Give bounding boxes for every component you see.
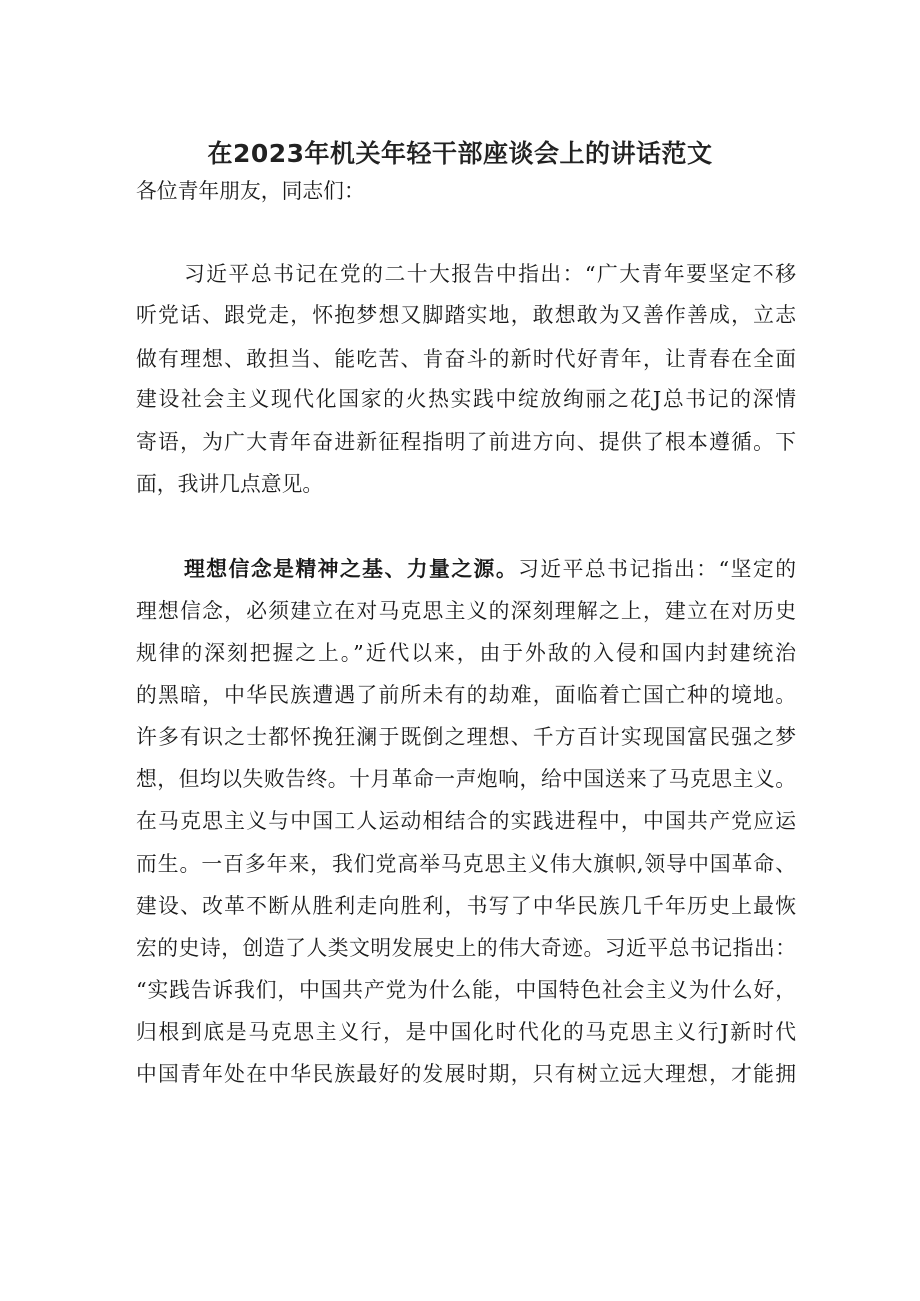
paragraph-line: 而生。一百多年来，我们党高举马克思主义伟大旗帜,领导中国革命、: [136, 852, 796, 876]
paragraph-line: 理想信念，必须建立在对马克思主义的深刻理解之上，建立在对历史: [136, 599, 796, 623]
paragraph-line: 听党话、跟党走，怀抱梦想又脚踏实地，敢想敢为又善作善成，立志: [136, 303, 796, 327]
paragraph-line: 规律的深刻把握之上。”近代以来，由于外敌的入侵和国内封建统治: [136, 641, 796, 665]
paragraph-line: 的黑暗，中华民族遭遇了前所未有的劫难，面临着亡国亡种的境地。: [136, 683, 796, 707]
paragraph-line: 寄语，为广大青年奋进新征程指明了前进方向、提供了根本遵循。下: [136, 430, 796, 454]
paragraph-line: 建设社会主义现代化国家的火热实践中绽放绚丽之花J总书记的深情: [136, 387, 796, 411]
paragraph-line: 建设、改革不断从胜利走向胜利，书写了中华民族几千年历史上最恢: [136, 894, 796, 918]
paragraph-line: 面，我讲几点意见。: [136, 472, 324, 496]
paragraph-line: 中国青年处在中华民族最好的发展时期，只有树立远大理想，才能拥: [136, 1062, 796, 1086]
salutation: 各位青年朋友，同志们：: [136, 179, 365, 203]
paragraph-line: 想，但均以失败告终。十月革命一声炮响，给中国送来了马克思主义。: [136, 767, 796, 791]
paragraph-line: 习近平总书记在党的二十大报告中指出：“广大青年要坚定不移: [184, 262, 796, 286]
document-title: 在2023年机关年轻干部座谈会上的讲话范文: [207, 139, 713, 168]
paragraph-line: 在马克思主义与中国工人运动相结合的实践进程中，中国共产党应运: [136, 809, 796, 833]
paragraph-heading-rest: 习近平总书记指出：“坚定的: [518, 557, 796, 581]
paragraph-heading: 理想信念是精神之基、力量之源。: [184, 556, 519, 581]
paragraph-line: 归根到底是马克思主义行，是中国化时代化的马克思主义行J新时代: [136, 1020, 796, 1044]
paragraph-line: “实践告诉我们，中国共产党为什么能，中国特色社会主义为什么好，: [136, 978, 796, 1002]
paragraph-line: 许多有识之士都怀挽狂澜于既倒之理想、千方百计实现国富民强之梦: [136, 725, 796, 749]
paragraph-line: [184, 554, 796, 584]
paragraph-line: 做有理想、敢担当、能吃苦、肯奋斗的新时代好青年，让青春在全面: [136, 347, 796, 371]
paragraph-line: 宏的史诗，创造了人类文明发展史上的伟大奇迹。习近平总书记指出：: [136, 936, 796, 960]
